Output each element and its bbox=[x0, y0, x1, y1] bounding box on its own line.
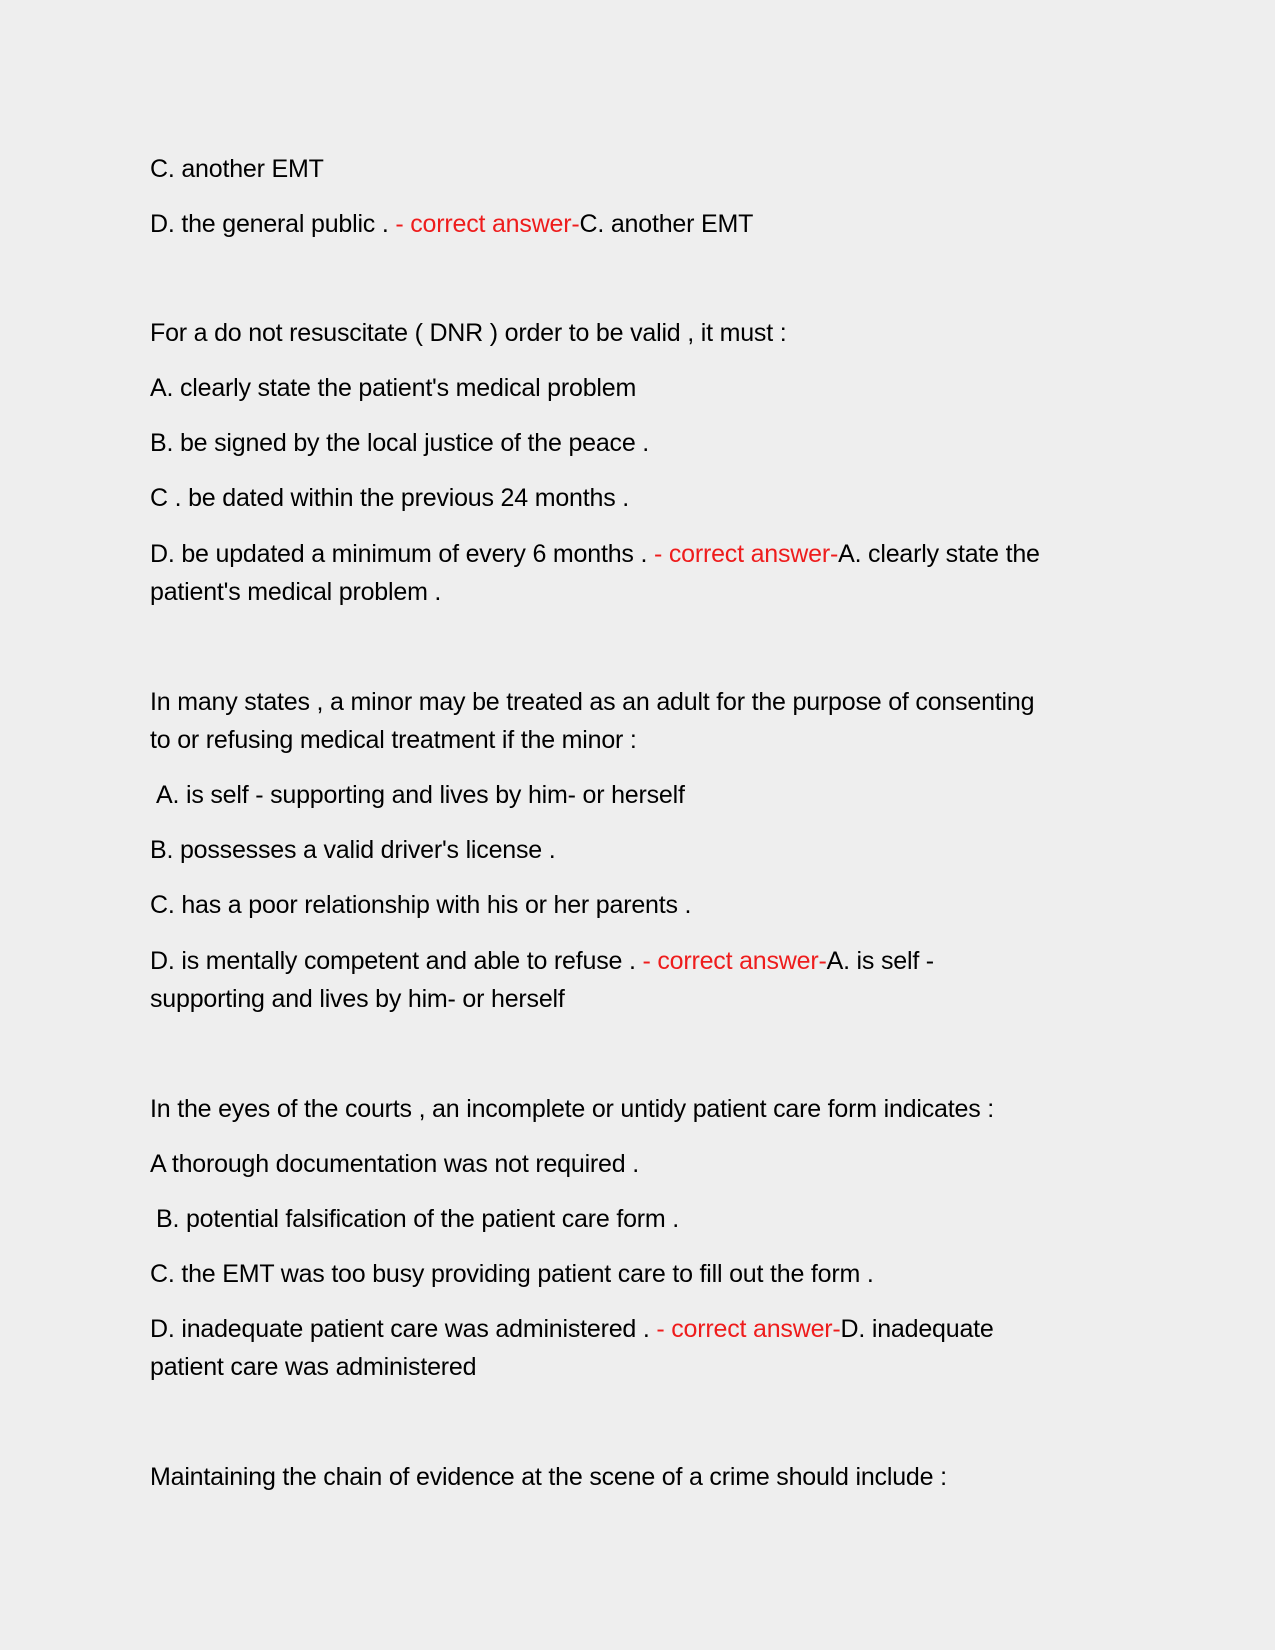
option-text: C . be dated within the previous 24 months . bbox=[150, 484, 629, 512]
correct-answer-marker: - correct answer- bbox=[653, 540, 839, 568]
option-text: D. inadequate patient care was administered . bbox=[150, 1315, 650, 1343]
option-a bbox=[150, 1145, 1150, 1183]
option-text: C. another EMT bbox=[150, 155, 324, 183]
option-d-with-answer bbox=[150, 535, 1150, 573]
correct-answer-text: D. inadequate bbox=[840, 1315, 994, 1343]
question-text: Maintaining the chain of evidence at the scene of a crime should include : bbox=[150, 1463, 947, 1491]
question-text: In the eyes of the courts , an incomplete or untidy patient care form indicates : bbox=[150, 1095, 994, 1123]
option-b bbox=[150, 1200, 1156, 1238]
option-d-with-answer bbox=[150, 942, 1150, 980]
option-text: B. be signed by the local justice of the peace . bbox=[150, 429, 650, 457]
question-stem bbox=[150, 1090, 1150, 1128]
option-text: C. has a poor relationship with his or her parents . bbox=[150, 891, 692, 919]
question-text: In many states , a minor may be treated as an adult for the purpose of consenting bbox=[150, 688, 1035, 716]
question-stem bbox=[150, 683, 1150, 721]
correct-answer-marker: - correct answer- bbox=[642, 947, 827, 975]
correct-answer-text: C. another EMT bbox=[579, 210, 754, 238]
option-text: B. possesses a valid driver's license . bbox=[150, 836, 556, 864]
option-text: C. the EMT was too busy providing patient care to fill out the form . bbox=[150, 1260, 874, 1288]
question-stem bbox=[150, 314, 1150, 352]
option-text: A. is self - supporting and lives by him- or herself bbox=[156, 781, 685, 809]
question-stem-continuation bbox=[150, 721, 1150, 759]
option-c bbox=[150, 150, 1150, 188]
correct-answer-text: supporting and lives by him- or herself bbox=[150, 985, 565, 1013]
option-a bbox=[150, 776, 1156, 814]
correct-answer-marker: - correct answer- bbox=[395, 210, 580, 238]
option-d-with-answer bbox=[150, 1310, 1150, 1348]
option-b bbox=[150, 831, 1150, 869]
option-text: D. the general public . bbox=[150, 210, 389, 238]
option-b bbox=[150, 424, 1150, 462]
question-text: For a do not resuscitate ( DNR ) order to be valid , it must : bbox=[150, 319, 787, 347]
answer-continuation bbox=[150, 573, 1150, 611]
option-d-with-answer bbox=[150, 205, 1150, 243]
correct-answer-text: patient's medical problem . bbox=[150, 578, 442, 606]
correct-answer-text: A. clearly state the bbox=[838, 540, 1040, 568]
option-text: D. be updated a minimum of every 6 months . bbox=[150, 540, 648, 568]
correct-answer-marker: - correct answer- bbox=[656, 1315, 841, 1343]
answer-continuation bbox=[150, 980, 1150, 1018]
option-c bbox=[150, 479, 1150, 517]
question-stem bbox=[150, 1458, 1150, 1496]
option-c bbox=[150, 1255, 1150, 1293]
option-a bbox=[150, 369, 1150, 407]
option-text: A. clearly state the patient's medical problem bbox=[150, 374, 637, 402]
option-text: A thorough documentation was not required . bbox=[150, 1150, 639, 1178]
question-text: to or refusing medical treatment if the minor : bbox=[150, 726, 637, 754]
correct-answer-text: A. is self - bbox=[826, 947, 934, 975]
correct-answer-text: patient care was administered bbox=[150, 1353, 477, 1381]
option-c bbox=[150, 886, 1150, 924]
option-text: B. potential falsification of the patient care form . bbox=[156, 1205, 680, 1233]
answer-continuation bbox=[150, 1348, 1150, 1386]
option-text: D. is mentally competent and able to refuse . bbox=[150, 947, 636, 975]
